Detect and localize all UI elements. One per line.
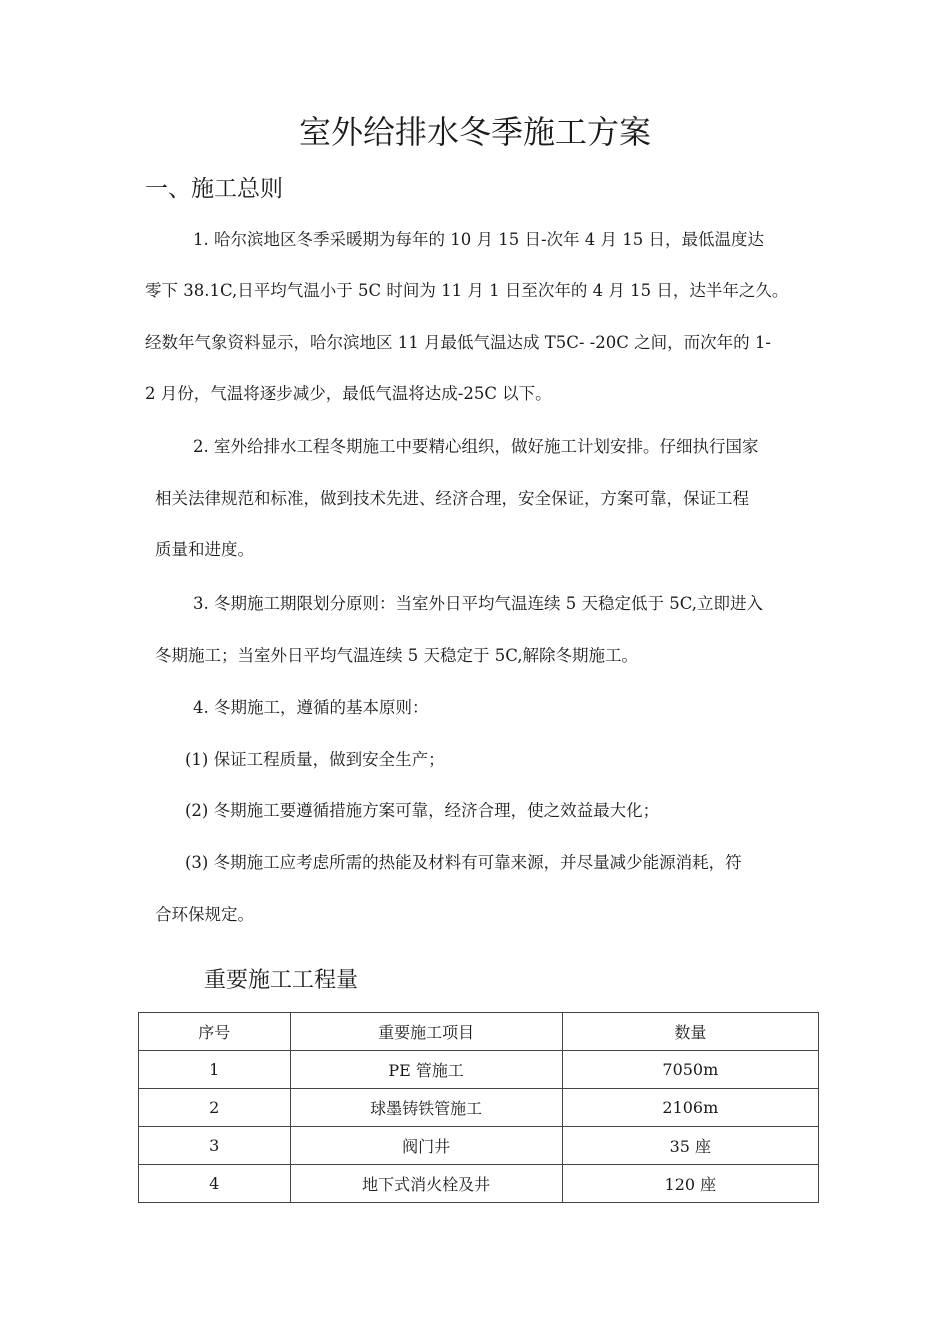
paragraph-1-line-4: 2 月份，气温将逐步减少，最低气温将达成-25C 以下。 xyxy=(145,384,552,403)
paragraph-2-line-1: 2. 室外给排水工程冬期施工中要精心组织，做好施工计划安排。仔细执行国家 xyxy=(193,437,759,456)
table-row xyxy=(139,1127,819,1165)
header-cell: 重要施工项目 xyxy=(290,1013,562,1051)
table-row xyxy=(139,1089,819,1127)
table-cell: 2106m xyxy=(562,1089,818,1127)
document-title: 室外给排水冬季施工方案 xyxy=(298,113,651,151)
paragraph-2-line-3: 质量和进度。 xyxy=(155,540,254,559)
table-row xyxy=(139,1165,819,1203)
table-cell: 4 xyxy=(139,1165,291,1203)
table-cell: 球墨铸铁管施工 xyxy=(290,1089,562,1127)
paragraph-1-line-1: 1. 哈尔滨地区冬季采暖期为每年的 10 月 15 日-次年 4 月 15 日，最低温度达 xyxy=(193,230,765,249)
header-cell: 序号 xyxy=(139,1013,291,1051)
table-caption: 重要施工工程量 xyxy=(204,968,359,993)
table-cell: 地下式消火栓及井 xyxy=(290,1165,562,1203)
table-cell: 3 xyxy=(139,1127,291,1165)
table-cell: 7050m xyxy=(562,1051,818,1089)
principle-item-2: (2) 冬期施工要遵循措施方案可靠，经济合理，使之效益最大化； xyxy=(185,801,660,820)
paragraph-2-line-2: 相关法律规范和标准，做到技术先进、经济合理，安全保证，方案可靠，保证工程 xyxy=(155,489,749,508)
principle-item-3-line-1: (3) 冬期施工应考虑所需的热能及材料有可靠来源，并尽量减少能源消耗，符 xyxy=(185,853,742,872)
paragraph-1-line-2: 零下 38.1C,日平均气温小于 5C 时间为 11 月 1 日至次年的 4 月 15 日，达半年之久。 xyxy=(145,281,789,300)
table-row xyxy=(139,1051,819,1089)
table-cell: 120 座 xyxy=(562,1165,818,1203)
table-cell: 阀门井 xyxy=(290,1127,562,1165)
paragraph-3-line-2: 冬期施工；当室外日平均气温连续 5 天稳定于 5C,解除冬期施工。 xyxy=(155,646,639,665)
table-cell: 1 xyxy=(139,1051,291,1089)
paragraph-1-line-3: 经数年气象资料显示，哈尔滨地区 11 月最低气温达成 T5C- -20C 之间，而次年的 1- xyxy=(145,333,771,352)
quantity-table xyxy=(138,1012,819,1203)
table-cell: PE 管施工 xyxy=(290,1051,562,1089)
paragraph-3-line-1: 3. 冬期施工期限划分原则：当室外日平均气温连续 5 天稳定低于 5C,立即进入 xyxy=(193,594,763,613)
header-cell: 数量 xyxy=(562,1013,818,1051)
principle-item-1: (1) 保证工程质量，做到安全生产； xyxy=(185,750,445,769)
principle-item-3-line-2: 合环保规定。 xyxy=(155,905,254,924)
table-cell: 2 xyxy=(139,1089,291,1127)
table-cell: 35 座 xyxy=(562,1127,818,1165)
paragraph-4-line-1: 4. 冬期施工，遵循的基本原则： xyxy=(193,698,429,717)
table-header-row xyxy=(139,1013,819,1051)
section-heading: 一、施工总则 xyxy=(145,176,283,202)
